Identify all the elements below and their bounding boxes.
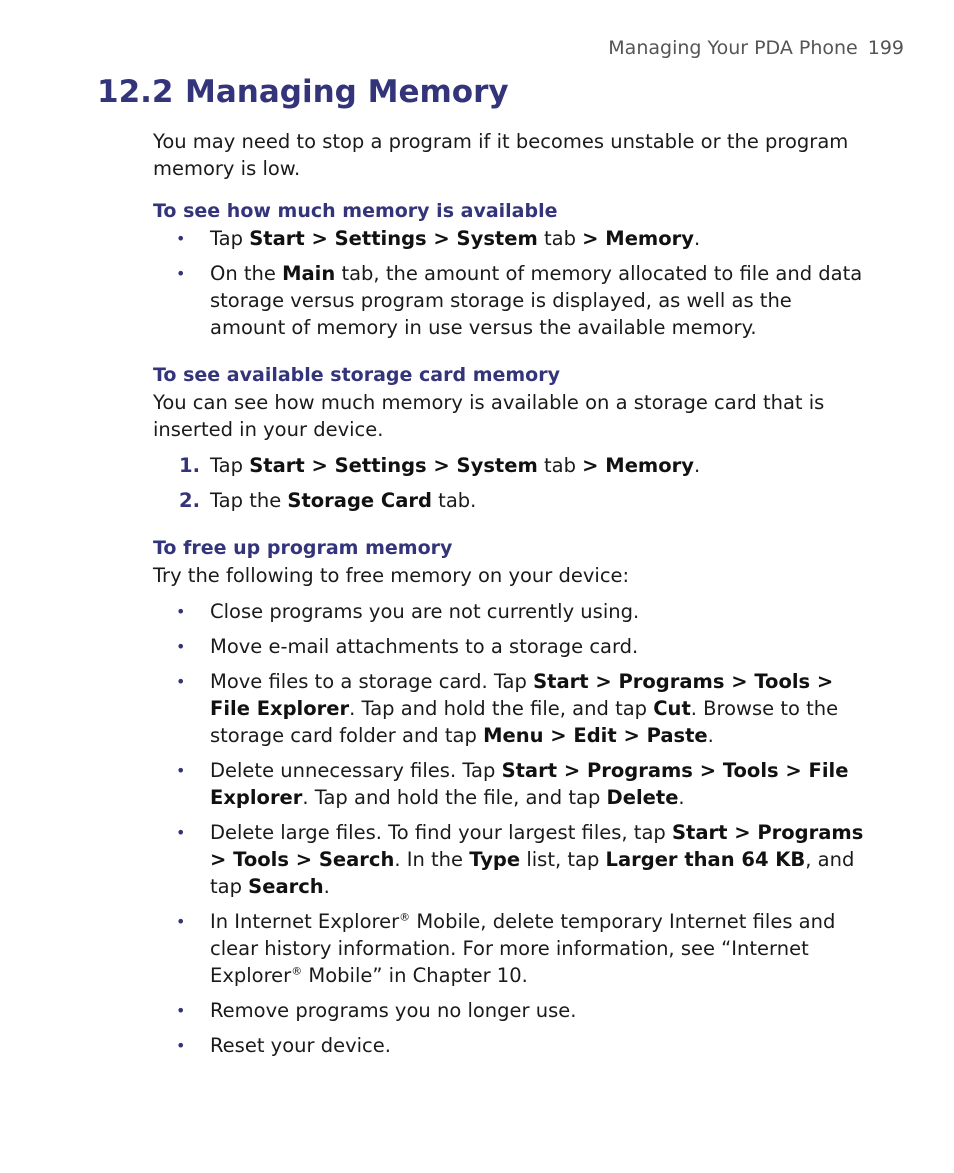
storage-card-steps: [153, 452, 873, 514]
text: .: [707, 724, 714, 747]
running-header: [608, 37, 904, 59]
list-item: [153, 757, 873, 811]
text: .: [693, 227, 701, 250]
section-number: 12.2: [97, 74, 174, 110]
list-item: [153, 997, 873, 1024]
bullet-icon: •: [176, 637, 186, 656]
ui-path: Start > Programs > Tools > File Explorer: [210, 759, 849, 809]
bullet-icon: •: [176, 1001, 186, 1020]
text: tab.: [431, 489, 477, 512]
ui-path: Start > Settings > System: [249, 454, 538, 477]
text: tab: [537, 454, 583, 477]
free-memory-list: [153, 598, 873, 1059]
ui-path: > Memory: [582, 227, 694, 250]
list-item: [153, 598, 873, 625]
list-item: [153, 819, 873, 900]
text: . Tap and hold the file, and tap: [349, 697, 654, 720]
memory-available-list: [153, 225, 873, 341]
ui-term: Cut: [653, 697, 691, 720]
text: Move e-mail attachments to a storage card.: [210, 635, 639, 658]
ui-term: Main: [282, 262, 336, 285]
ui-path: Start > Settings > System: [249, 227, 538, 250]
text: Mobile, delete temporary Internet files and clear history information. For more information, see “Internet Explorer: [210, 910, 836, 987]
text: Tap: [210, 227, 250, 250]
chapter-title: Managing Your PDA Phone: [608, 37, 858, 59]
text: tab: [537, 227, 583, 250]
ui-path: Menu > Edit > Paste: [483, 724, 708, 747]
ui-term: Delete: [606, 786, 679, 809]
section-title: [97, 74, 509, 110]
text: , and tap: [210, 848, 855, 898]
list-item: [153, 633, 873, 660]
section-title-text: Managing Memory: [185, 74, 509, 110]
text: .: [693, 454, 701, 477]
text: . Browse to the storage card folder and tap: [210, 697, 839, 747]
ui-term: Larger than 64 KB: [605, 848, 806, 871]
bullet-icon: •: [176, 602, 186, 621]
text: Delete unnecessary files. Tap: [210, 759, 502, 782]
subheading-storage-card: To see available storage card memory: [153, 364, 560, 386]
bullet-icon: •: [176, 672, 186, 691]
ui-path: > Memory: [582, 454, 694, 477]
bullet-icon: •: [176, 761, 186, 780]
text: Delete large files. To find your largest files, tap: [210, 821, 672, 844]
text: Close programs you are not currently using.: [210, 600, 640, 623]
text: Move files to a storage card. Tap: [210, 670, 534, 693]
step-item: [153, 487, 873, 514]
page-number: 199: [867, 37, 904, 59]
subheading-free-memory: To free up program memory: [153, 537, 453, 559]
ui-term: Storage Card: [287, 489, 432, 512]
bullet-icon: •: [176, 229, 186, 248]
bullet-icon: •: [176, 912, 186, 931]
bullet-icon: •: [176, 823, 186, 842]
page-body: [153, 128, 873, 1067]
list-item: [153, 908, 873, 989]
step-item: [153, 452, 873, 479]
text: On the: [210, 262, 283, 285]
bullet-icon: •: [176, 264, 186, 283]
text: .: [678, 786, 685, 809]
ui-term: Type: [469, 848, 521, 871]
text: Reset your device.: [210, 1034, 391, 1057]
text: . In the: [394, 848, 470, 871]
section-intro: You may need to stop a program if it becomes unstable or the program memory is low.: [153, 130, 849, 180]
text: . Tap and hold the file, and tap: [302, 786, 607, 809]
text: Tap the: [210, 489, 288, 512]
list-item: [153, 1032, 873, 1059]
step-number: 1.: [179, 454, 200, 477]
list-item: [153, 668, 873, 749]
text: Tap: [210, 454, 250, 477]
text: Mobile” in Chapter 10.: [302, 964, 528, 987]
text: list, tap: [520, 848, 606, 871]
ui-path: Start > Programs > Tools > File Explorer: [210, 670, 834, 720]
ui-term: Search: [248, 875, 324, 898]
storage-card-intro: You can see how much memory is available on a storage card that is inserted in your device.: [153, 391, 825, 441]
text: Remove programs you no longer use.: [210, 999, 577, 1022]
list-item: [153, 225, 873, 252]
subheading-memory-available: To see how much memory is available: [153, 200, 558, 222]
text: In Internet Explorer: [210, 910, 400, 933]
free-memory-intro: Try the following to free memory on your device:: [153, 564, 630, 587]
step-number: 2.: [179, 489, 200, 512]
text: .: [323, 875, 330, 898]
registered-mark: ®: [291, 964, 303, 978]
text: tab, the amount of memory allocated to file and data storage versus program storage is displayed, as well as the amount of memory in use versus the available memory.: [210, 262, 863, 339]
list-item: [153, 260, 873, 341]
registered-mark: ®: [399, 910, 411, 924]
bullet-icon: •: [176, 1036, 186, 1055]
ui-path: Start > Programs > Tools > Search: [210, 821, 864, 871]
